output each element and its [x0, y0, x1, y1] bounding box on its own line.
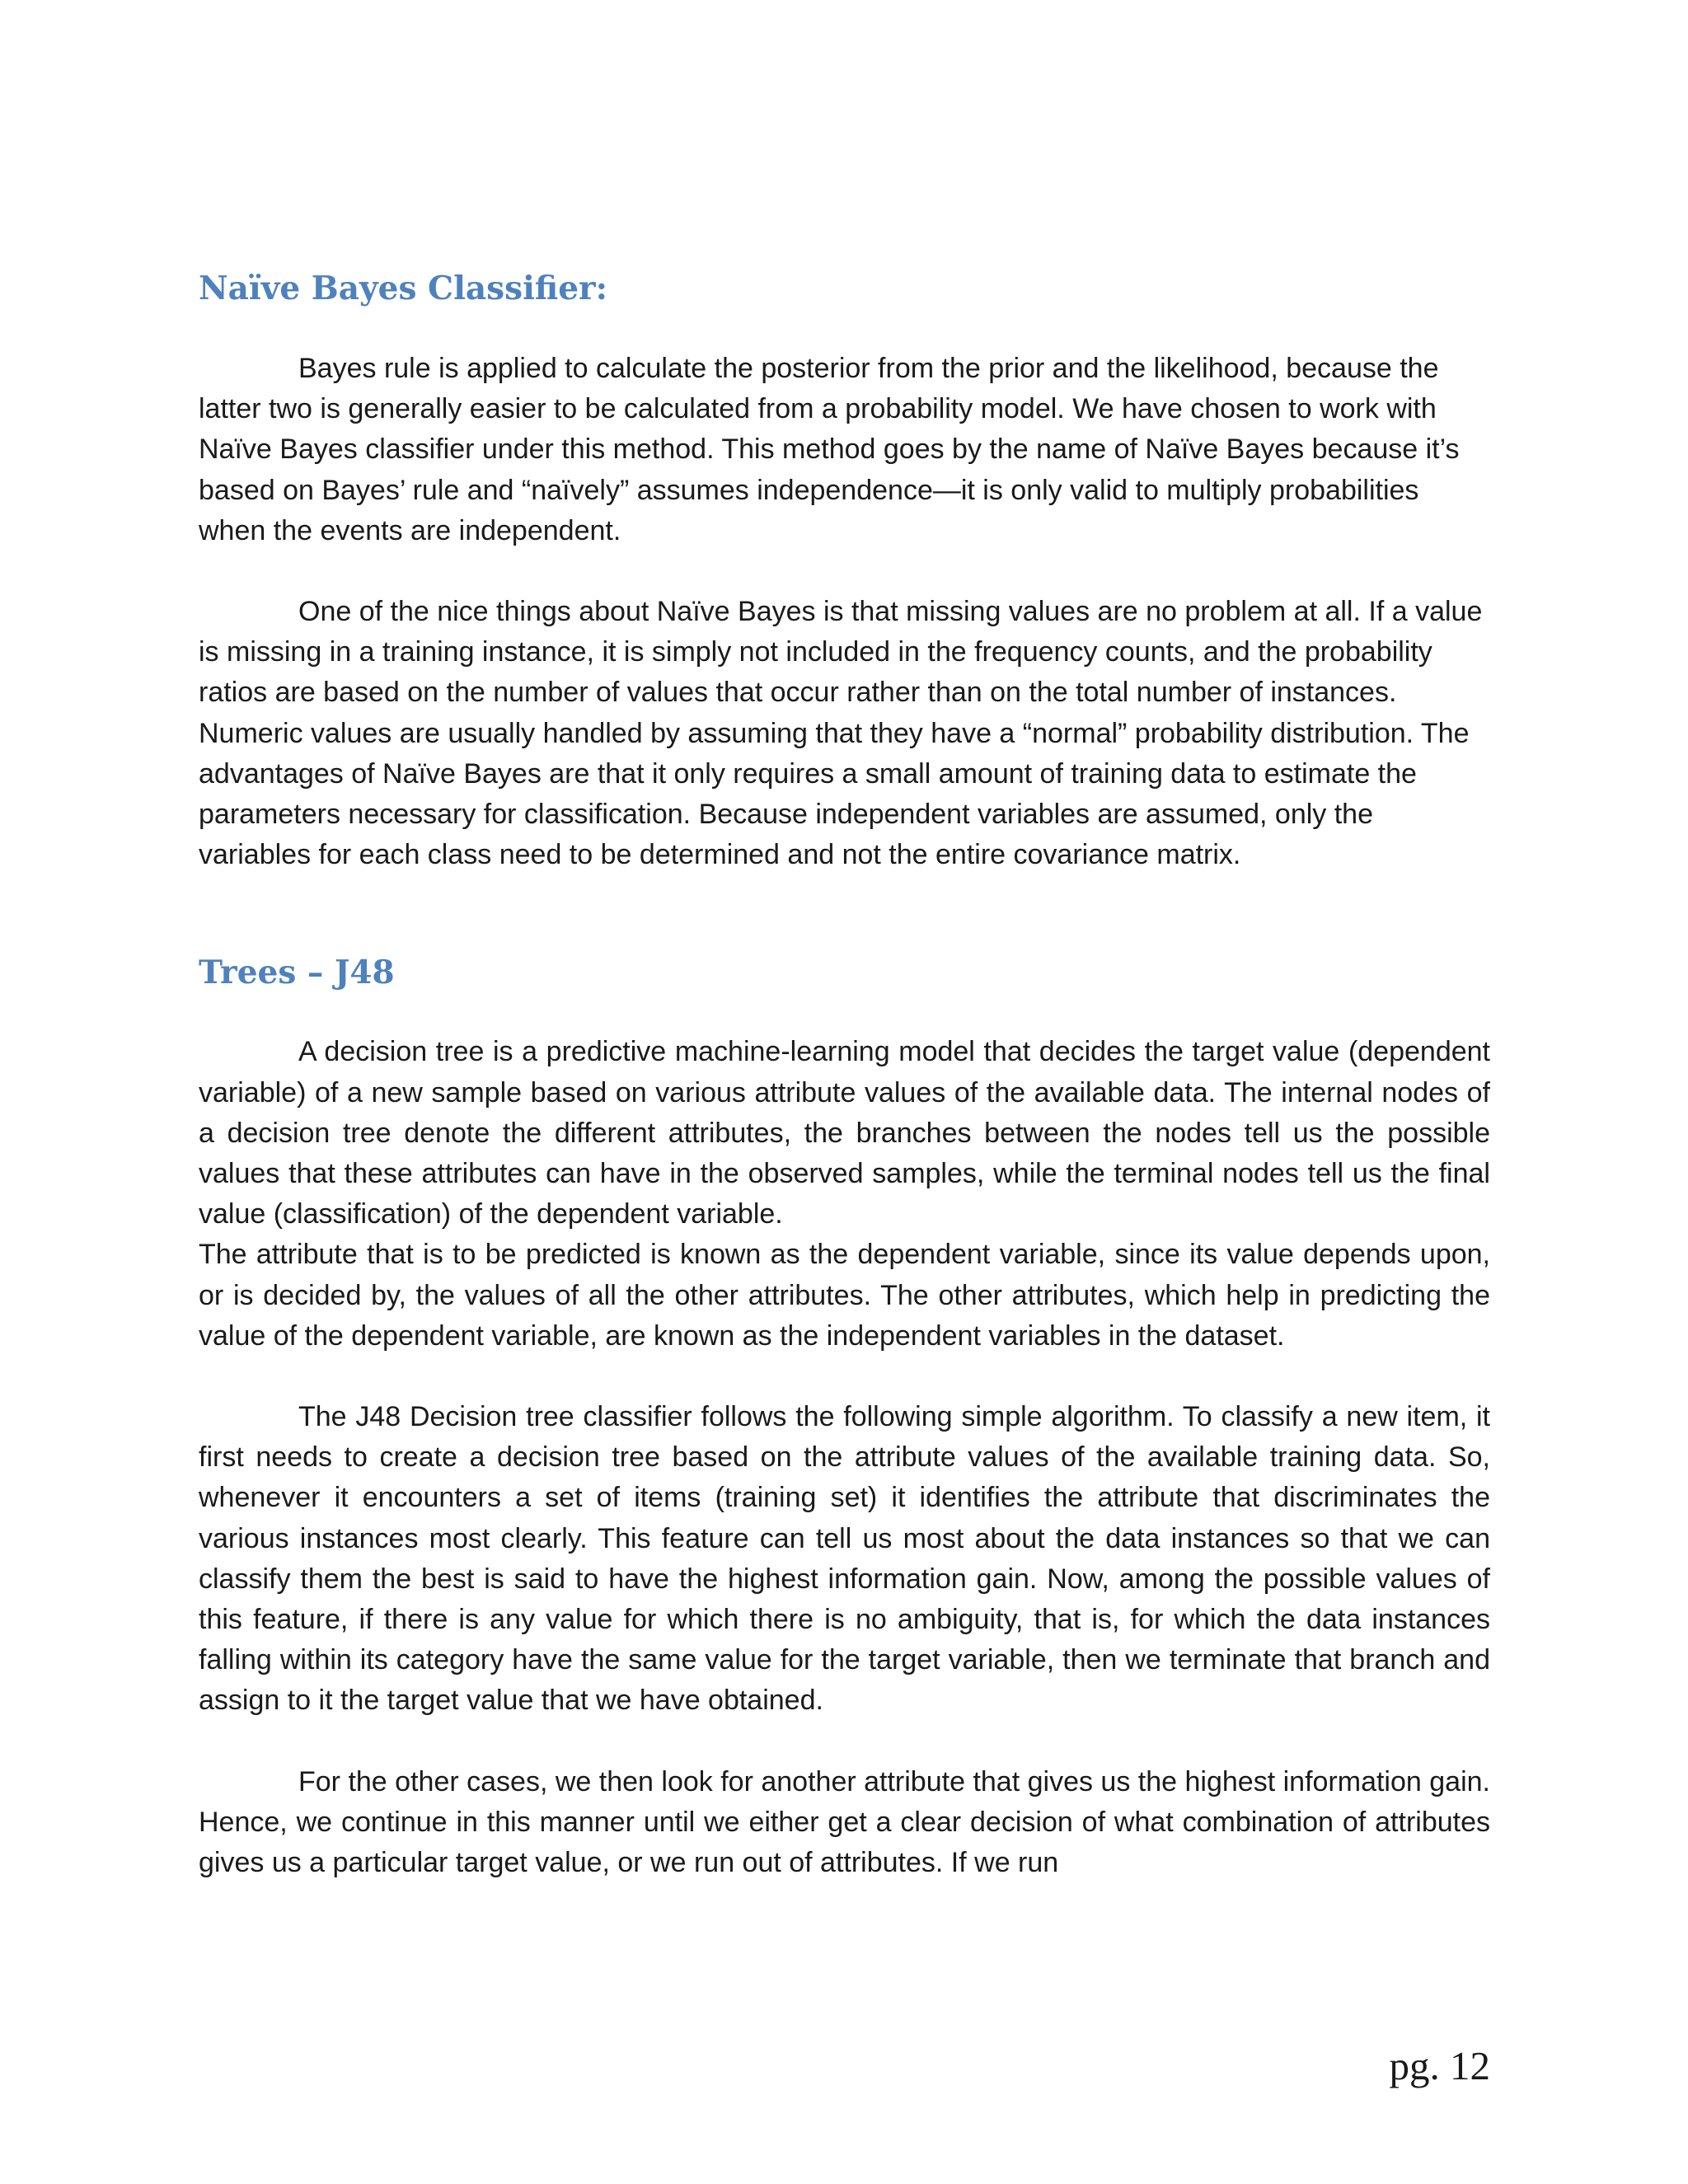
paragraph-bayes-rule: Bayes rule is applied to calculate the posterior from the prior and the likelihood, because the latter two is generally easier to be calculated from a probability model. We have chosen to work with Naïve Bayes classifier under this method. This method goes by the name of Naïve Bayes because it’s based on Bayes’ rule and “naïvely” assumes independence—it is only valid to multiply probabilities when the events are independent. — [199, 353, 1460, 546]
paragraph-dependent-variable: The attribute that is to be predicted is known as the dependent variable, since its value depends upon, or is decided by, the values of all the other attributes. The other attributes, which help in predicting the value of the dependent variable, are known as the independent variables in the dataset. — [199, 1239, 1490, 1352]
paragraph-missing-values: One of the nice things about Naïve Bayes is that missing values are no problem at all. If a value is missing in a training instance, it is simply not included in the frequency counts, and the probability ratios are based on the number of values that occur rather than on the total number of instances. Numeric values are usually handled by assuming that they have a “normal” probability distribution. The advantages of Naïve Bayes are that it only requires a small amount of training data to estimate the parameters necessary for classification. Because independent variables are assumed, only the variables for each class need to be determined and not the entire covariance matrix. — [199, 596, 1483, 871]
paragraph-decision-tree-intro: A decision tree is a predictive machine-learning model that decides the target value (dependent variable) of a new sample based on various attribute values of the available data. The internal nodes of a decision tree denote the different attributes, the branches between the nodes tell us the possible values that these attributes can have in the observed samples, while the terminal nodes tell us the final value (classification) of the dependent variable. — [199, 1036, 1490, 1230]
section-heading-naive-bayes: Naïve Bayes Classifier: — [199, 269, 607, 307]
page-number: pg. 12 — [1389, 2043, 1490, 2088]
section-heading-trees-j48: Trees – J48 — [199, 954, 395, 992]
paragraph-j48-algorithm: The J48 Decision tree classifier follows the following simple algorithm. To classify a new item, it first needs to create a decision tree based on the attribute values of the available training data. So, whenever it encounters a set of items (training set) it identifies the attribute that discriminates the various instances most clearly. This feature can tell us most about the data instances so that we can classify them the best is said to have the highest information gain. Now, among the possible values of this feature, if there is any value for which there is no ambiguity, that is, for which the data instances falling within its category have the same value for the target variable, then we terminate that branch and assign to it the target value that we have obtained. — [199, 1401, 1490, 1717]
paragraph-other-cases: For the other cases, we then look for another attribute that gives us the highest information gain. Hence, we continue in this manner until we either get a clear decision of what combination of attributes gives us a particular target value, or we run out of attributes. If we run — [199, 1765, 1490, 1879]
page-content — [199, 265, 1490, 1883]
